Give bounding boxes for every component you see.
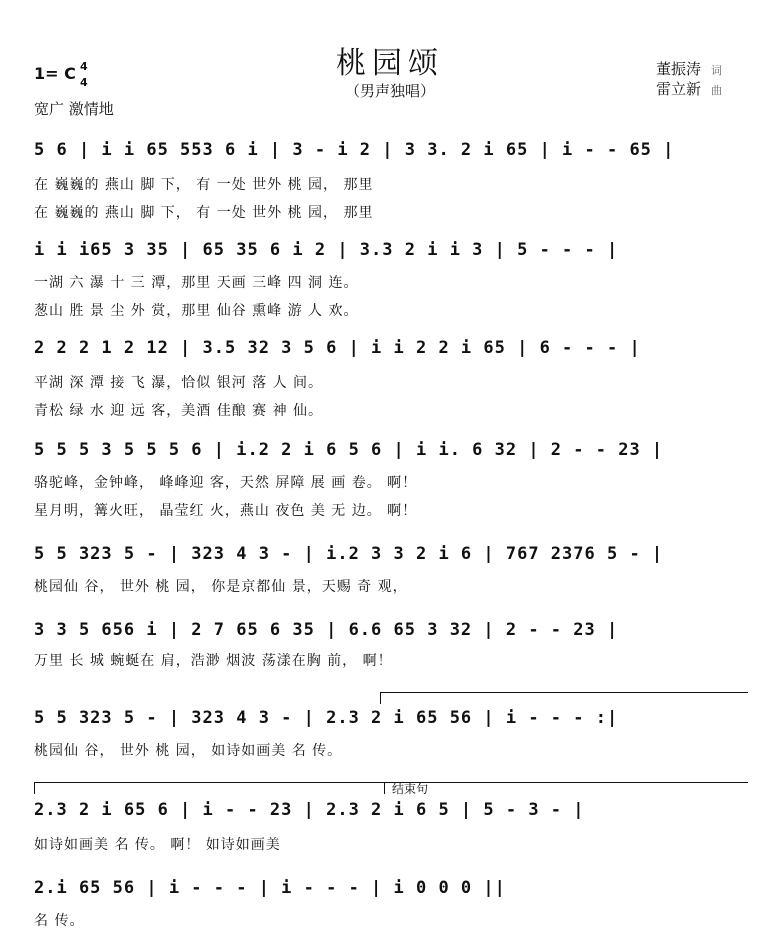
volta-bracket-2-start [34,782,35,794]
lyricist-name: 董振涛 [656,60,702,78]
lyric-line-7: 桃园仙 谷， 世外 桃 园， 如诗如画美 名 传。 [34,743,343,759]
lyric-line-3b: 青松 绿 水 迎 远 客，美酒 佳酿 赛 神 仙。 [34,403,324,419]
volta-bracket-2-line [34,782,384,783]
notation-line-2: i i i65 3 35 | 65 35 6 i 2 | 3.3 2 i i 3 | 5 - - - | [34,240,619,260]
time-signature-bottom: 4 [80,76,88,89]
key-signature: 1= C [34,64,76,83]
lyric-line-9: 名 传。 [34,913,85,929]
lyric-line-2a: 一湖 六 瀑 十 三 潭，那里 天画 三峰 四 洞 连。 [34,275,359,291]
time-signature-top: 4 [80,60,88,73]
notation-line-6: 3 3 5 656 i | 2 7 65 6 35 | 6.6 65 3 32 | 2 - - 23 | [34,620,619,640]
volta-bracket-line [380,692,748,693]
lyric-line-3a: 平湖 深 潭 接 飞 瀑，恰似 银河 落 人 间。 [34,375,324,391]
lyric-line-1a: 在 巍巍的 燕山 脚 下， 有 一处 世外 桃 园， 那里 [34,177,374,193]
notation-line-3: 2 2 2 1 2 12 | 3.5 32 3 5 6 | i i 2 2 i 65 | 6 - - - | [34,338,641,358]
lyric-line-4a: 骆驼峰，金钟峰， 峰峰迎 客，天然 屏障 展 画 卷。 啊！ [34,475,418,491]
notation-line-1: 5 6 | i i 65 553 6 i | 3 - i 2 | 3 3. 2 i 65 | i - - 65 | [34,140,675,160]
song-title: 桃园颂 [336,46,444,81]
ending-bracket-line [384,782,748,783]
volta-bracket-start [380,692,381,704]
composer-role: 曲 [711,84,723,97]
ending-label: 结束句 [392,782,429,796]
notation-line-4: 5 5 5 3 5 5 5 6 | i.2 2 i 6 5 6 | i i. 6 32 | 2 - - 23 | [34,440,664,460]
song-subtitle: （男声独唱） [344,82,435,100]
lyric-line-8: 如诗如画美 名 传。 啊！ 如诗如画美 [34,837,281,853]
notation-line-7: 5 5 323 5 - | 323 4 3 - | 2.3 2 i 65 56 | i - - - :| [34,708,619,728]
lyricist-role: 词 [711,64,723,77]
lyric-line-2b: 葱山 胜 景 尘 外 赏，那里 仙谷 熏峰 游 人 欢。 [34,303,359,319]
lyricist-credit [656,58,722,79]
notation-line-9: 2.i 65 56 | i - - - | i - - - | i 0 0 0 || [34,878,506,898]
tempo-marking: 宽广 激情地 [34,100,114,118]
lyric-line-1b: 在 巍巍的 燕山 脚 下， 有 一处 世外 桃 园， 那里 [34,205,374,221]
composer-credit [656,78,722,99]
lyric-line-4b: 星月明，篝火旺， 晶莹红 火，燕山 夜色 美 无 边。 啊！ [34,503,418,519]
notation-line-8: 2.3 2 i 65 6 | i - - 23 | 2.3 2 i 6 5 | 5 - 3 - | [34,800,585,820]
notation-line-5: 5 5 323 5 - | 323 4 3 - | i.2 3 3 2 i 6 | 767 2376 5 - | [34,544,664,564]
ending-bracket-start [384,782,385,794]
lyric-line-6: 万里 长 城 蜿蜒在 肩，浩渺 烟波 荡漾在胸 前， 啊！ [34,653,393,669]
composer-name: 雷立新 [656,80,702,98]
lyric-line-5: 桃园仙 谷， 世外 桃 园， 你是京都仙 景，天赐 奇 观， [34,579,408,595]
